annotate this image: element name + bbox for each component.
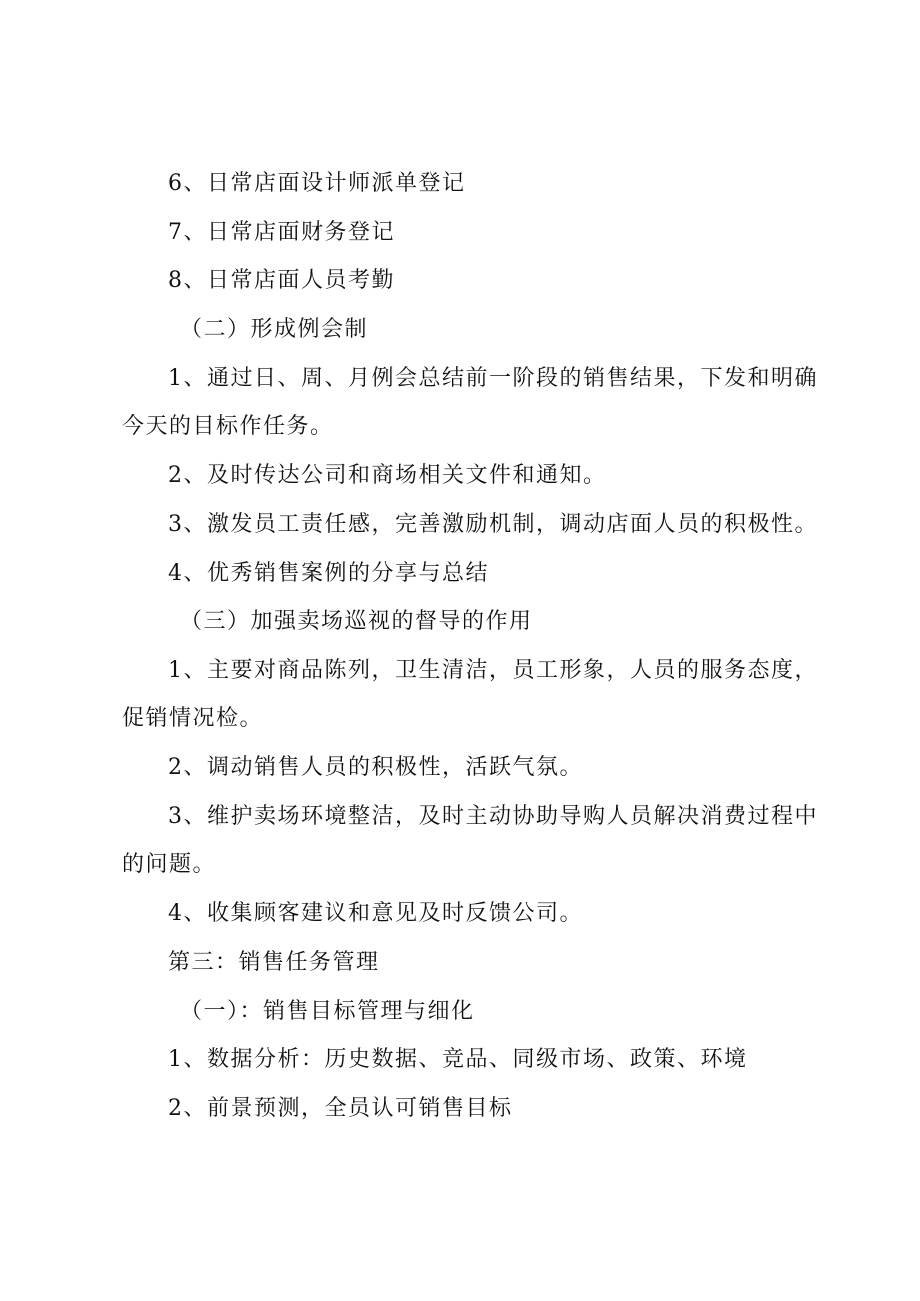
meeting-item-4: 4、优秀销售案例的分享与总结 bbox=[168, 561, 489, 586]
list-item-7: 7、日常店面财务登记 bbox=[168, 220, 395, 245]
section-heading-1: （一）：销售目标管理与细化 bbox=[180, 999, 475, 1024]
list-item-8: 8、日常店面人员考勤 bbox=[168, 268, 395, 293]
section-heading-3: （三）加强卖场巡视的督导的作用 bbox=[180, 609, 533, 634]
inspection-item-1: 1、主要对商品陈列，卫生清洁，员工形象，人员的服务态度，促销情况检。 bbox=[122, 658, 818, 731]
target-item-2: 2、前景预测，全员认可销售目标 bbox=[168, 1096, 513, 1121]
inspection-item-2: 2、调动销售人员的积极性，活跃气氛。 bbox=[168, 755, 583, 780]
inspection-item-4: 4、收集顾客建议和意见及时反馈公司。 bbox=[168, 901, 583, 926]
chapter-heading-3: 第三：销售任务管理 bbox=[168, 950, 380, 975]
section-heading-2: （二）形成例会制 bbox=[180, 317, 369, 342]
target-item-1: 1、数据分析：历史数据、竞品、同级市场、政策、环境 bbox=[168, 1047, 748, 1072]
meeting-item-2: 2、及时传达公司和商场相关文件和通知。 bbox=[168, 463, 607, 488]
list-item-6: 6、日常店面设计师派单登记 bbox=[168, 171, 466, 196]
inspection-item-3: 3、维护卖场环境整洁，及时主动协助导购人员解决消费过程中的问题。 bbox=[122, 804, 818, 877]
meeting-item-1: 1、通过日、周、月例会总结前一阶段的销售结果，下发和明确今天的目标作任务。 bbox=[122, 366, 818, 439]
meeting-item-3: 3、激发员工责任感，完善激励机制，调动店面人员的积极性。 bbox=[168, 512, 818, 537]
